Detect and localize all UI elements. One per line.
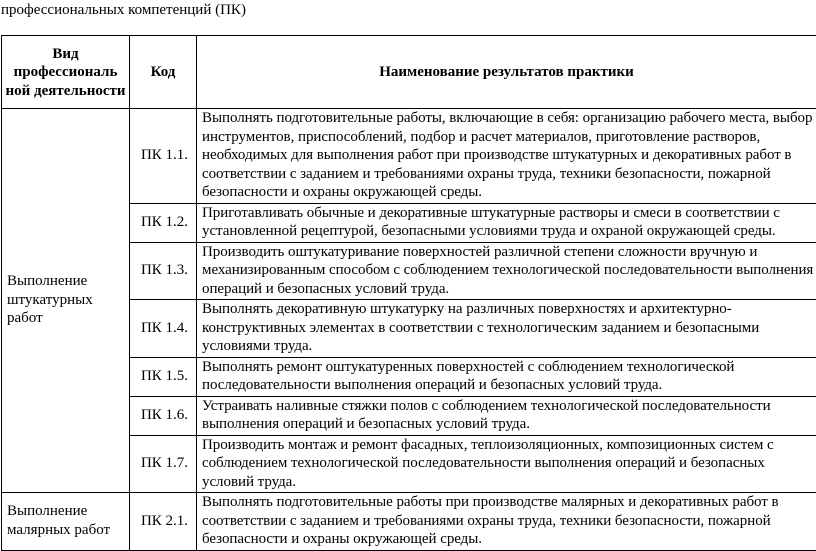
competence-code: ПК 1.2. [130,203,197,242]
competence-description: Устраивать наливные стяжки полов с соблюдением технологической последовательности выполнения операций и безопасных условий труда. [197,396,816,435]
table-row [2,493,816,551]
competence-code: ПК 1.1. [130,109,197,204]
competence-description: Выполнять подготовительные работы, включающие в себя: организацию рабочего места, выбор инструментов, приспособлений, подбор и расчет материалов, приготовление растворов, необходимых для выполнения работ при производстве штукатурных и декоративных работ в соответствии с заданием и требованиями охраны труда, техники безопасности, пожарной безопасности и охраны окружающей среды. [197,109,816,204]
competence-description: Производить монтаж и ремонт фасадных, теплоизоляционных, композиционных систем с соблюдением технологической последовательности выполнения операций и безопасных условий труда. [197,435,816,493]
activity-kind-painting: Выполнение малярных работ [2,493,130,551]
practice-results-table [1,35,816,551]
competence-description: Выполнять декоративную штукатурку на различных поверхностях и архитектурно-конструктивных элементах в соответствии с технологическим заданием и безопасными условиями труда. [197,300,816,358]
header-code: Код [130,36,197,109]
competence-description: Выполнять подготовительные работы при производстве малярных и декоративных работ в соответствии с заданием и требованиями охраны труда, техники безопасности, пожарной безопасности и охраны окружающей среды. [197,493,816,551]
competence-code: ПК 2.1. [130,493,197,551]
table-row [2,109,816,204]
competence-description: Производить оштукатуривание поверхностей различной степени сложности вручную и механизированным способом с соблюдением технологической последовательности выполнения операций и безопасных условий труда. [197,242,816,300]
table-header-row [2,36,816,109]
competence-code: ПК 1.6. [130,396,197,435]
competence-description: Приготавливать обычные и декоративные штукатурные растворы и смеси в соответствии с установленной рецептурой, безопасными условиями труда и охраной окружающей среды. [197,203,816,242]
header-results-name: Наименование результатов практики [197,36,816,109]
competence-description: Выполнять ремонт оштукатуренных поверхностей с соблюдением технологической последовательности выполнения операций и безопасных условий труда. [197,357,816,396]
header-activity-kind: Вид профессиональ ной деятельности [2,36,130,109]
competence-code: ПК 1.4. [130,300,197,358]
competence-code: ПК 1.5. [130,357,197,396]
activity-kind-plastering: Выполнение штукатурных работ [2,109,130,493]
table-caption: профессиональных компетенций (ПК) [1,1,246,19]
competence-code: ПК 1.7. [130,435,197,493]
competence-code: ПК 1.3. [130,242,197,300]
